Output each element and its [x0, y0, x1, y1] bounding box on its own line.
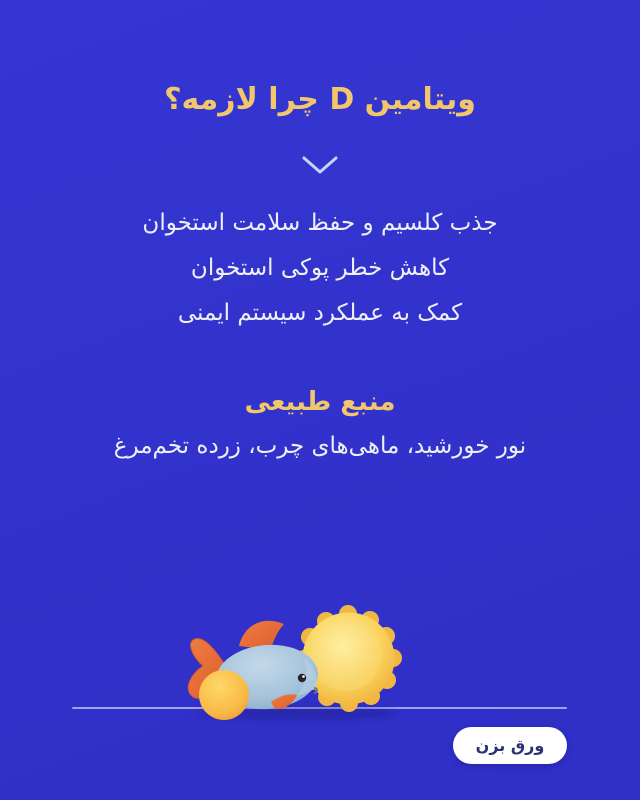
swipe-next-button[interactable]: ورق بزن — [453, 727, 567, 764]
chevron-down-icon — [300, 152, 340, 178]
natural-source-heading: منبع طبیعی — [244, 387, 396, 417]
egg-yolk-icon — [199, 670, 249, 720]
benefit-item: کمک به عملکرد سیستم ایمنی — [177, 300, 463, 326]
fish-sun-illustration — [173, 598, 417, 728]
benefit-item: جذب کلسیم و حفظ سلامت استخوان — [142, 210, 498, 236]
page-title: ویتامین D چرا لازمه؟ — [164, 82, 476, 117]
benefit-item: کاهش خطر پوکی استخوان — [190, 255, 450, 281]
sun-icon — [295, 605, 402, 712]
natural-source-items: نور خورشید، ماهی‌های چرب، زرده تخم‌مرغ — [113, 433, 527, 459]
benefits-list — [0, 201, 640, 336]
